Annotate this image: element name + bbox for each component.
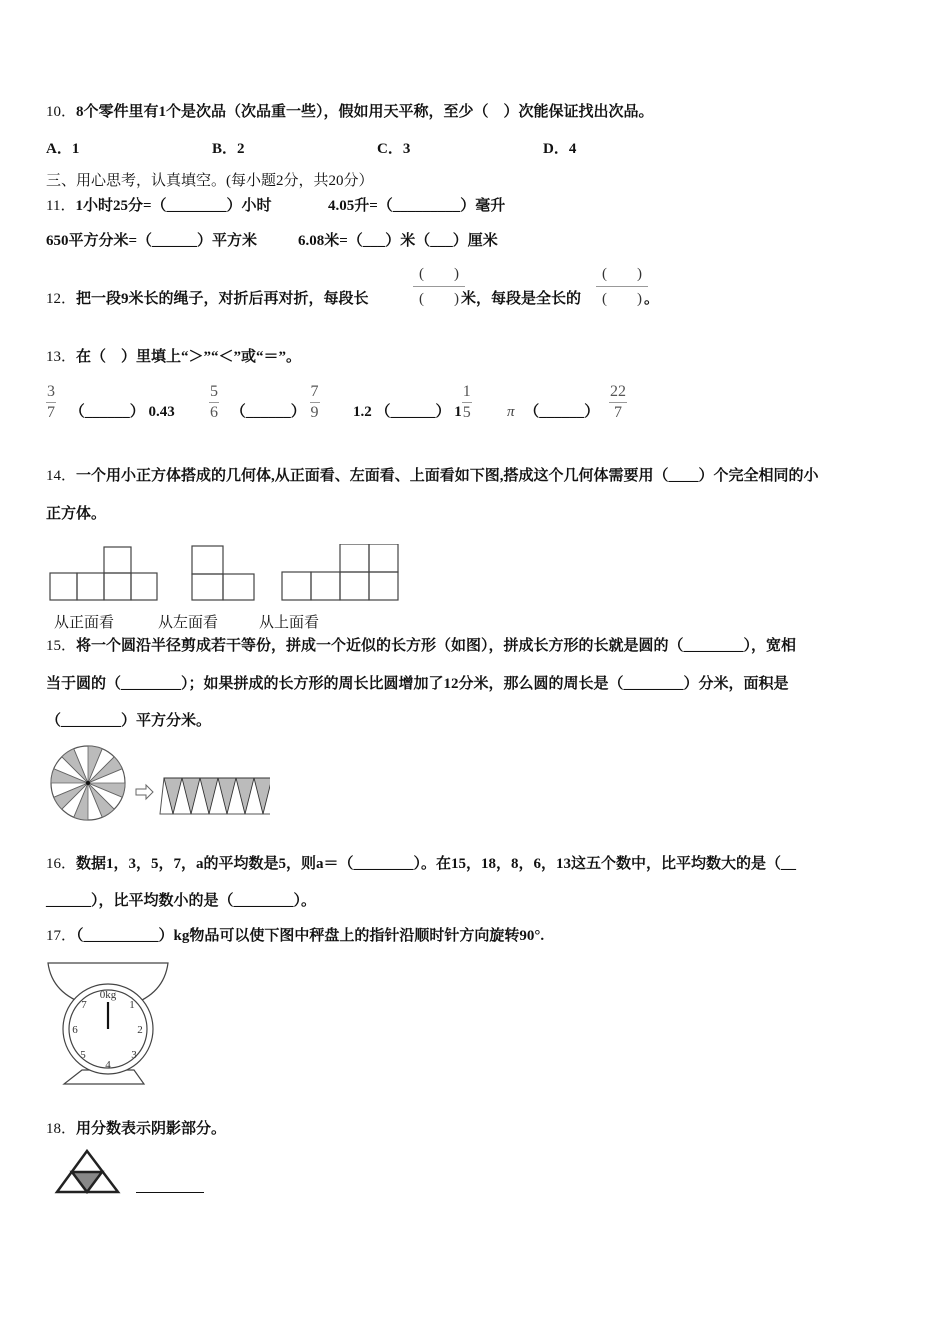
question-number: 10． [46,104,77,120]
three-view-figures [48,544,408,604]
fraction: $\frac{3}{7}$ [47,383,55,421]
q14-line2: 正方体。 [46,506,107,522]
numerator-blank[interactable]: ( ) [596,264,648,287]
question-number: 15． [46,638,77,654]
q12-text-b: 米，每段是全长的 [461,291,582,307]
fraction-blank-ratio[interactable] [596,264,648,309]
question-text: （__________）kg物品可以使下图中秤盘上的指针沿顺时针方向旋转90°. [76,928,545,944]
question-14 [46,466,819,486]
q16-line2: ______），比平均数小的是（________）。 [46,893,317,909]
question-text: 一个用小正方体搭成的几何体,从正面看、左面看、上面看如下图,搭成这个几何体需要用（____）个完全相同的小 [76,468,819,484]
caption-top-view: 从上面看 [259,615,320,631]
question-text: 数据1，3，5，7，a的平均数是5，则a＝（________）。在15，18，8，6，13这五个数中，比平均数大的是（__ [76,856,797,872]
question-17 [46,926,544,946]
compare-blank[interactable]: （______） [69,403,145,420]
option-d[interactable]: D．4 [543,141,577,157]
q15-line2: 当于圆的（________）；如果拼成的长方形的周长比圆增加了12分米，那么圆的周长是（________）分米，面积是 [46,676,789,692]
q11-part-c: 650平方分米=（______）平方米 [46,233,258,249]
compare-item-1: $\frac{3}{7}$ （______） 0.43 [47,383,175,421]
compare-blank[interactable]: （______） [230,403,306,420]
shaded-triangle-figure [54,1148,124,1196]
option-b[interactable]: B．2 [212,141,245,157]
arrow-right-icon [136,785,153,799]
option-a[interactable]: A．1 [46,141,80,157]
question-15 [46,636,796,656]
q11-part-a: 1小时25分=（________）小时 [75,198,272,214]
question-number: 14． [46,468,77,484]
denominator-blank[interactable]: ( ) [419,291,459,307]
svg-text:1: 1 [129,999,135,1011]
fraction: $\frac{1}{5}$ [462,383,471,421]
question-text: 在（ ）里填上“＞”“＜”或“＝”。 [76,349,302,365]
option-c[interactable]: C．3 [377,141,411,157]
circle-to-rectangle-figure [50,745,270,825]
svg-text:6: 6 [72,1024,78,1036]
pi-symbol: π [507,403,515,420]
denominator-blank[interactable]: ( ) [602,291,642,307]
answer-blank[interactable] [136,1192,204,1193]
question-number: 17． [46,928,77,944]
weighing-scale-figure [44,960,174,1090]
q15-line3: （________）平方分米。 [46,713,212,729]
compare-blank[interactable]: （______） [524,403,600,420]
q12-text-c: 。 [644,291,660,307]
question-12 [46,289,369,309]
compare-blank[interactable]: （______） [375,403,451,420]
compare-item-2 [209,382,320,423]
caption-front-view: 从正面看 [54,615,115,631]
compare-item-3: 1.2 （______） 1 $\frac{1}{5}$ [353,383,471,421]
numerator-blank[interactable]: ( ) [413,264,465,287]
fraction: $\frac{5}{6}$ [210,383,218,421]
q12-text-a: 把一段9米长的绳子，对折后再对折，每段长 [76,291,369,307]
question-number: 13． [46,349,77,365]
question-13 [46,347,301,367]
question-18 [46,1119,226,1139]
question-text: 用分数表示阴影部分。 [76,1121,227,1137]
caption-left-view: 从左面看 [158,615,219,631]
question-number: 18． [46,1121,77,1137]
question-number: 12． [46,291,77,307]
question-number: 16． [46,856,77,872]
fraction: $\frac{7}{9}$ [310,383,319,421]
fraction: $\frac{22}{7}$ [610,383,627,421]
q11-part-b: 4.05升=（_________）毫升 [328,198,506,214]
question-number: 11． [46,198,76,214]
question-text: 将一个圆沿半径剪成若干等份，拼成一个近似的长方形（如图），拼成长方形的长就是圆的（________），宽相 [76,638,797,654]
section-title: 三、用心思考，认真填空。(每小题2分，共20分） [46,173,374,189]
fraction-blank-length[interactable] [413,264,465,309]
question-10 [46,102,654,122]
question-16 [46,854,796,874]
svg-text:7: 7 [81,999,87,1011]
question-11 [46,196,272,216]
svg-text:2: 2 [137,1024,143,1036]
q11-part-d: 6.08米=（___）米（___）厘米 [298,233,498,249]
svg-text:3: 3 [131,1049,137,1061]
svg-text:0kg: 0kg [99,989,117,1001]
svg-text:5: 5 [80,1049,86,1061]
question-text: 8个零件里有1个是次品（次品重一些），假如用天平称，至少（ ）次能保证找出次品。 [76,104,654,120]
svg-text:4: 4 [105,1059,111,1071]
compare-item-4 [507,382,627,423]
